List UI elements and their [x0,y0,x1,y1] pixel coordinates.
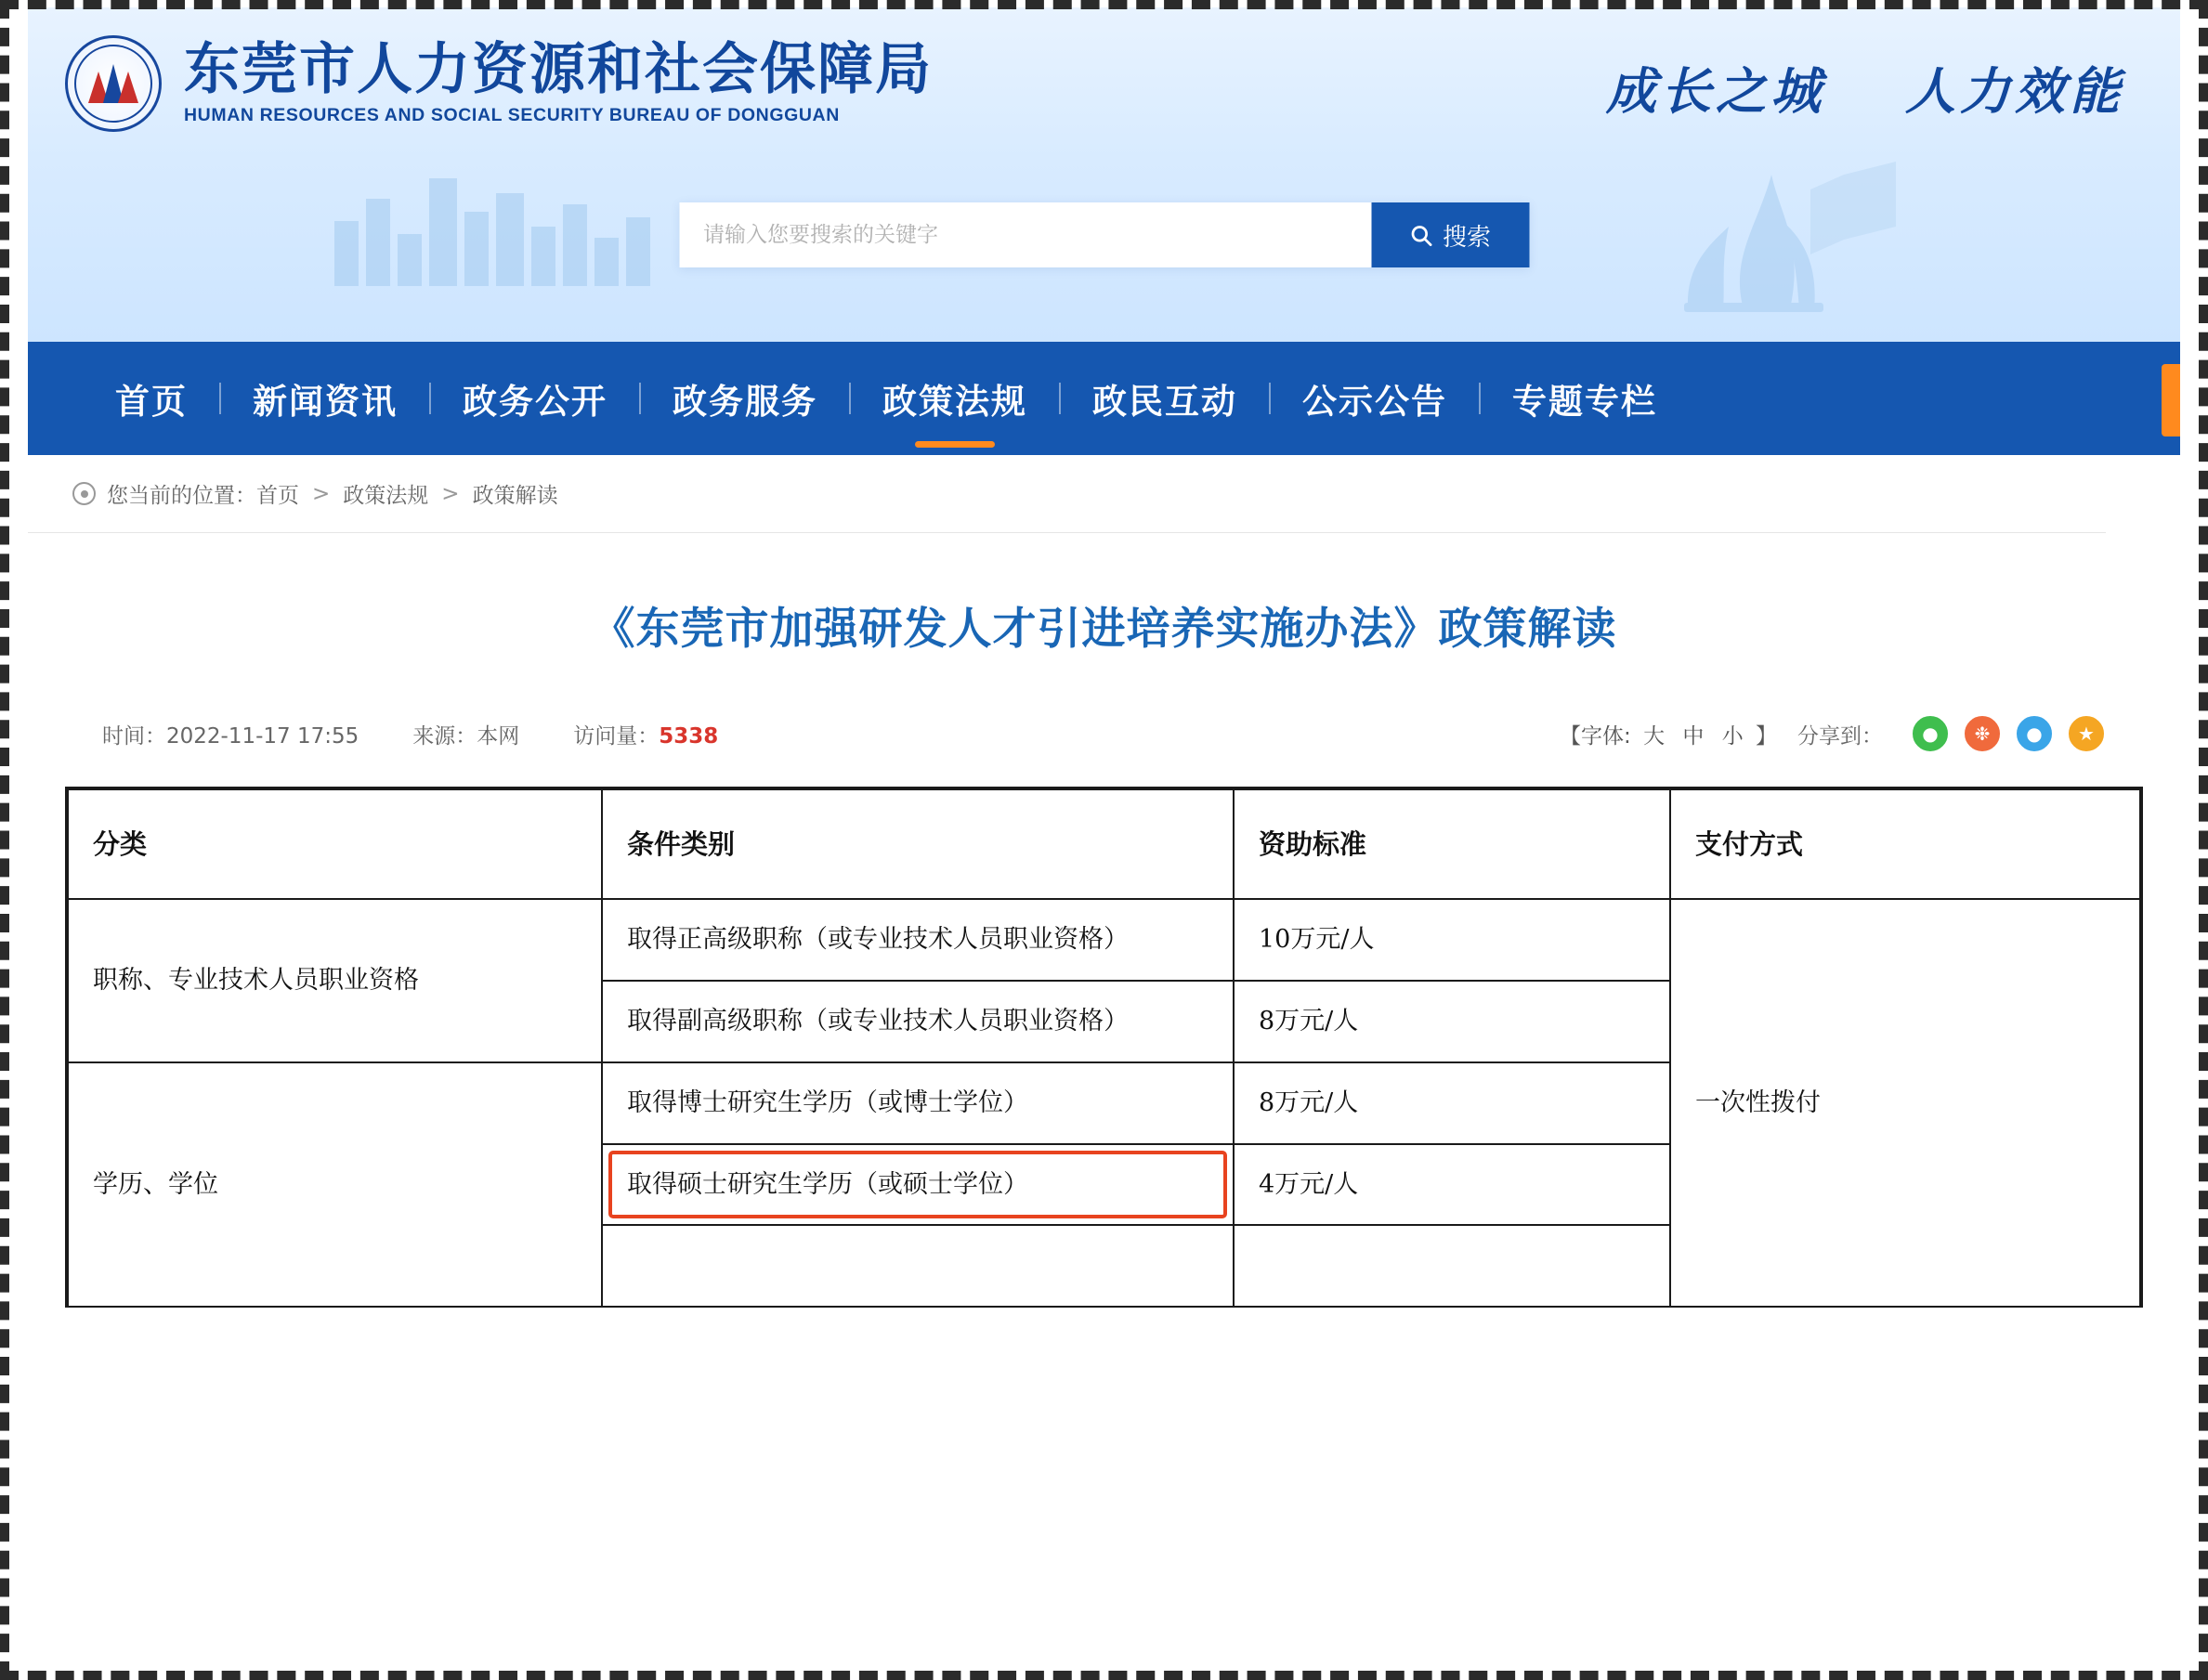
table-row [68,899,2140,981]
breadcrumb-prefix: 您当前的位置： [107,484,256,508]
table-header-row [68,789,2140,899]
wechat-icon[interactable]: ● [1911,714,1950,753]
main-navigation [28,342,2180,455]
font-size-label-close: 】 [1756,723,1777,749]
nav-item-announcements[interactable] [1271,373,1479,423]
policy-table [67,788,2141,1308]
cell-standard: 10万元/人 [1234,899,1670,981]
nav-label: 政务服务 [673,382,817,422]
meta-views-value: 5338 [659,723,719,749]
cell-condition: 取得正高级职称（或专业技术人员职业资格） [602,899,1234,981]
bureau-emblem-icon [65,35,162,132]
nav-label: 政策法规 [882,382,1027,422]
cell-standard-empty [1234,1225,1670,1307]
search-button[interactable] [1371,202,1529,267]
cell-standard: 8万元/人 [1234,981,1670,1062]
share-icons [1911,714,2106,753]
meta-source-value: 本网 [477,723,520,749]
slogan-right: 人力效能 [1905,61,2124,121]
cell-category-education-degree: 学历、学位 [68,1062,602,1308]
search-icon [1409,223,1434,248]
location-pin-icon [72,482,96,505]
cell-payment-method: 一次性拨付 [1670,899,2140,1307]
nav-label: 新闻资讯 [253,382,398,422]
skyline-decoration-left [334,156,687,286]
meta-source [412,719,519,749]
nav-item-news[interactable] [221,373,429,423]
cell-condition: 取得副高级职称（或专业技术人员职业资格） [602,981,1234,1062]
sculpture-decoration-right [1632,137,1911,314]
search-input[interactable] [679,202,1371,267]
site-header [28,7,2180,342]
font-size-medium-button[interactable]: 中 [1682,723,1705,749]
cell-standard: 8万元/人 [1234,1062,1670,1144]
breadcrumb-item-home[interactable]: 首页 [256,484,299,508]
site-title-cn: 东莞市人力资源和社会保障局 [184,37,933,103]
nav-item-home[interactable] [84,373,219,423]
font-size-large-button[interactable]: 大 [1643,723,1666,749]
breadcrumb-item-policies[interactable]: 政策法规 [343,484,429,508]
font-size-control [1560,719,1777,749]
site-title-en: HUMAN RESOURCES AND SOCIAL SECURITY BUREAU OF DONGGUAN [184,104,840,125]
article-container [28,594,2180,777]
meta-time-value: 2022-11-17 17:55 [166,723,359,749]
page-root [28,7,2180,1670]
site-slogan [1606,52,2124,124]
search-button-label: 搜索 [1442,223,1491,252]
breadcrumb-separator: > [312,481,331,506]
breadcrumb-item-policy-interpretation[interactable]: 政策解读 [472,484,558,508]
nav-item-government-services[interactable] [641,373,849,423]
slogan-left: 成长之城 [1606,61,1825,121]
meta-time [102,719,359,749]
nav-item-special-columns[interactable] [1481,373,1689,423]
nav-label: 政务公开 [463,382,608,422]
meta-views-label: 访问量： [573,723,660,749]
breadcrumb-separator: > [441,481,460,506]
article-meta [102,714,2106,777]
qq-icon[interactable]: ● [2015,714,2054,753]
nav-label: 首页 [115,382,188,422]
table-header-standard: 资助标准 [1234,789,1670,899]
weibo-icon[interactable]: ❉ [1963,714,2002,753]
meta-source-label: 来源： [412,723,477,749]
cell-condition-text: 取得硕士研究生学历（或硕士学位） [627,1169,1028,1199]
nav-scroll-indicator [2162,364,2180,436]
cell-category-professional-title: 职称、专业技术人员职业资格 [68,899,602,1062]
nav-label: 专题专栏 [1512,382,1657,422]
breadcrumb [28,455,2106,533]
font-size-small-button[interactable]: 小 [1721,723,1744,749]
favorite-icon[interactable]: ★ [2067,714,2106,753]
font-size-label-open: 【字体: [1560,723,1631,749]
policy-table-wrapper [65,787,2143,1308]
cell-condition-empty [602,1225,1234,1307]
cell-condition: 取得博士研究生学历（或博士学位） [602,1062,1234,1144]
table-header-category: 分类 [68,789,602,899]
nav-label: 政民互动 [1092,382,1237,422]
nav-label: 公示公告 [1302,382,1447,422]
nav-item-policies-regulations[interactable] [851,373,1059,423]
search-bar [679,202,1529,267]
table-header-condition: 条件类别 [602,789,1234,899]
cell-standard: 4万元/人 [1234,1144,1670,1226]
meta-views [573,719,718,749]
page-title: 《东莞市加强研发人才引进培养实施办法》政策解读 [591,604,1617,655]
nav-item-public-interaction[interactable] [1061,373,1269,423]
nav-item-government-disclosure[interactable] [431,373,639,423]
meta-time-label: 时间： [102,723,166,749]
cell-condition-highlighted[interactable] [602,1144,1234,1226]
share-label: 分享到： [1797,723,1883,749]
table-header-payment: 支付方式 [1670,789,2140,899]
